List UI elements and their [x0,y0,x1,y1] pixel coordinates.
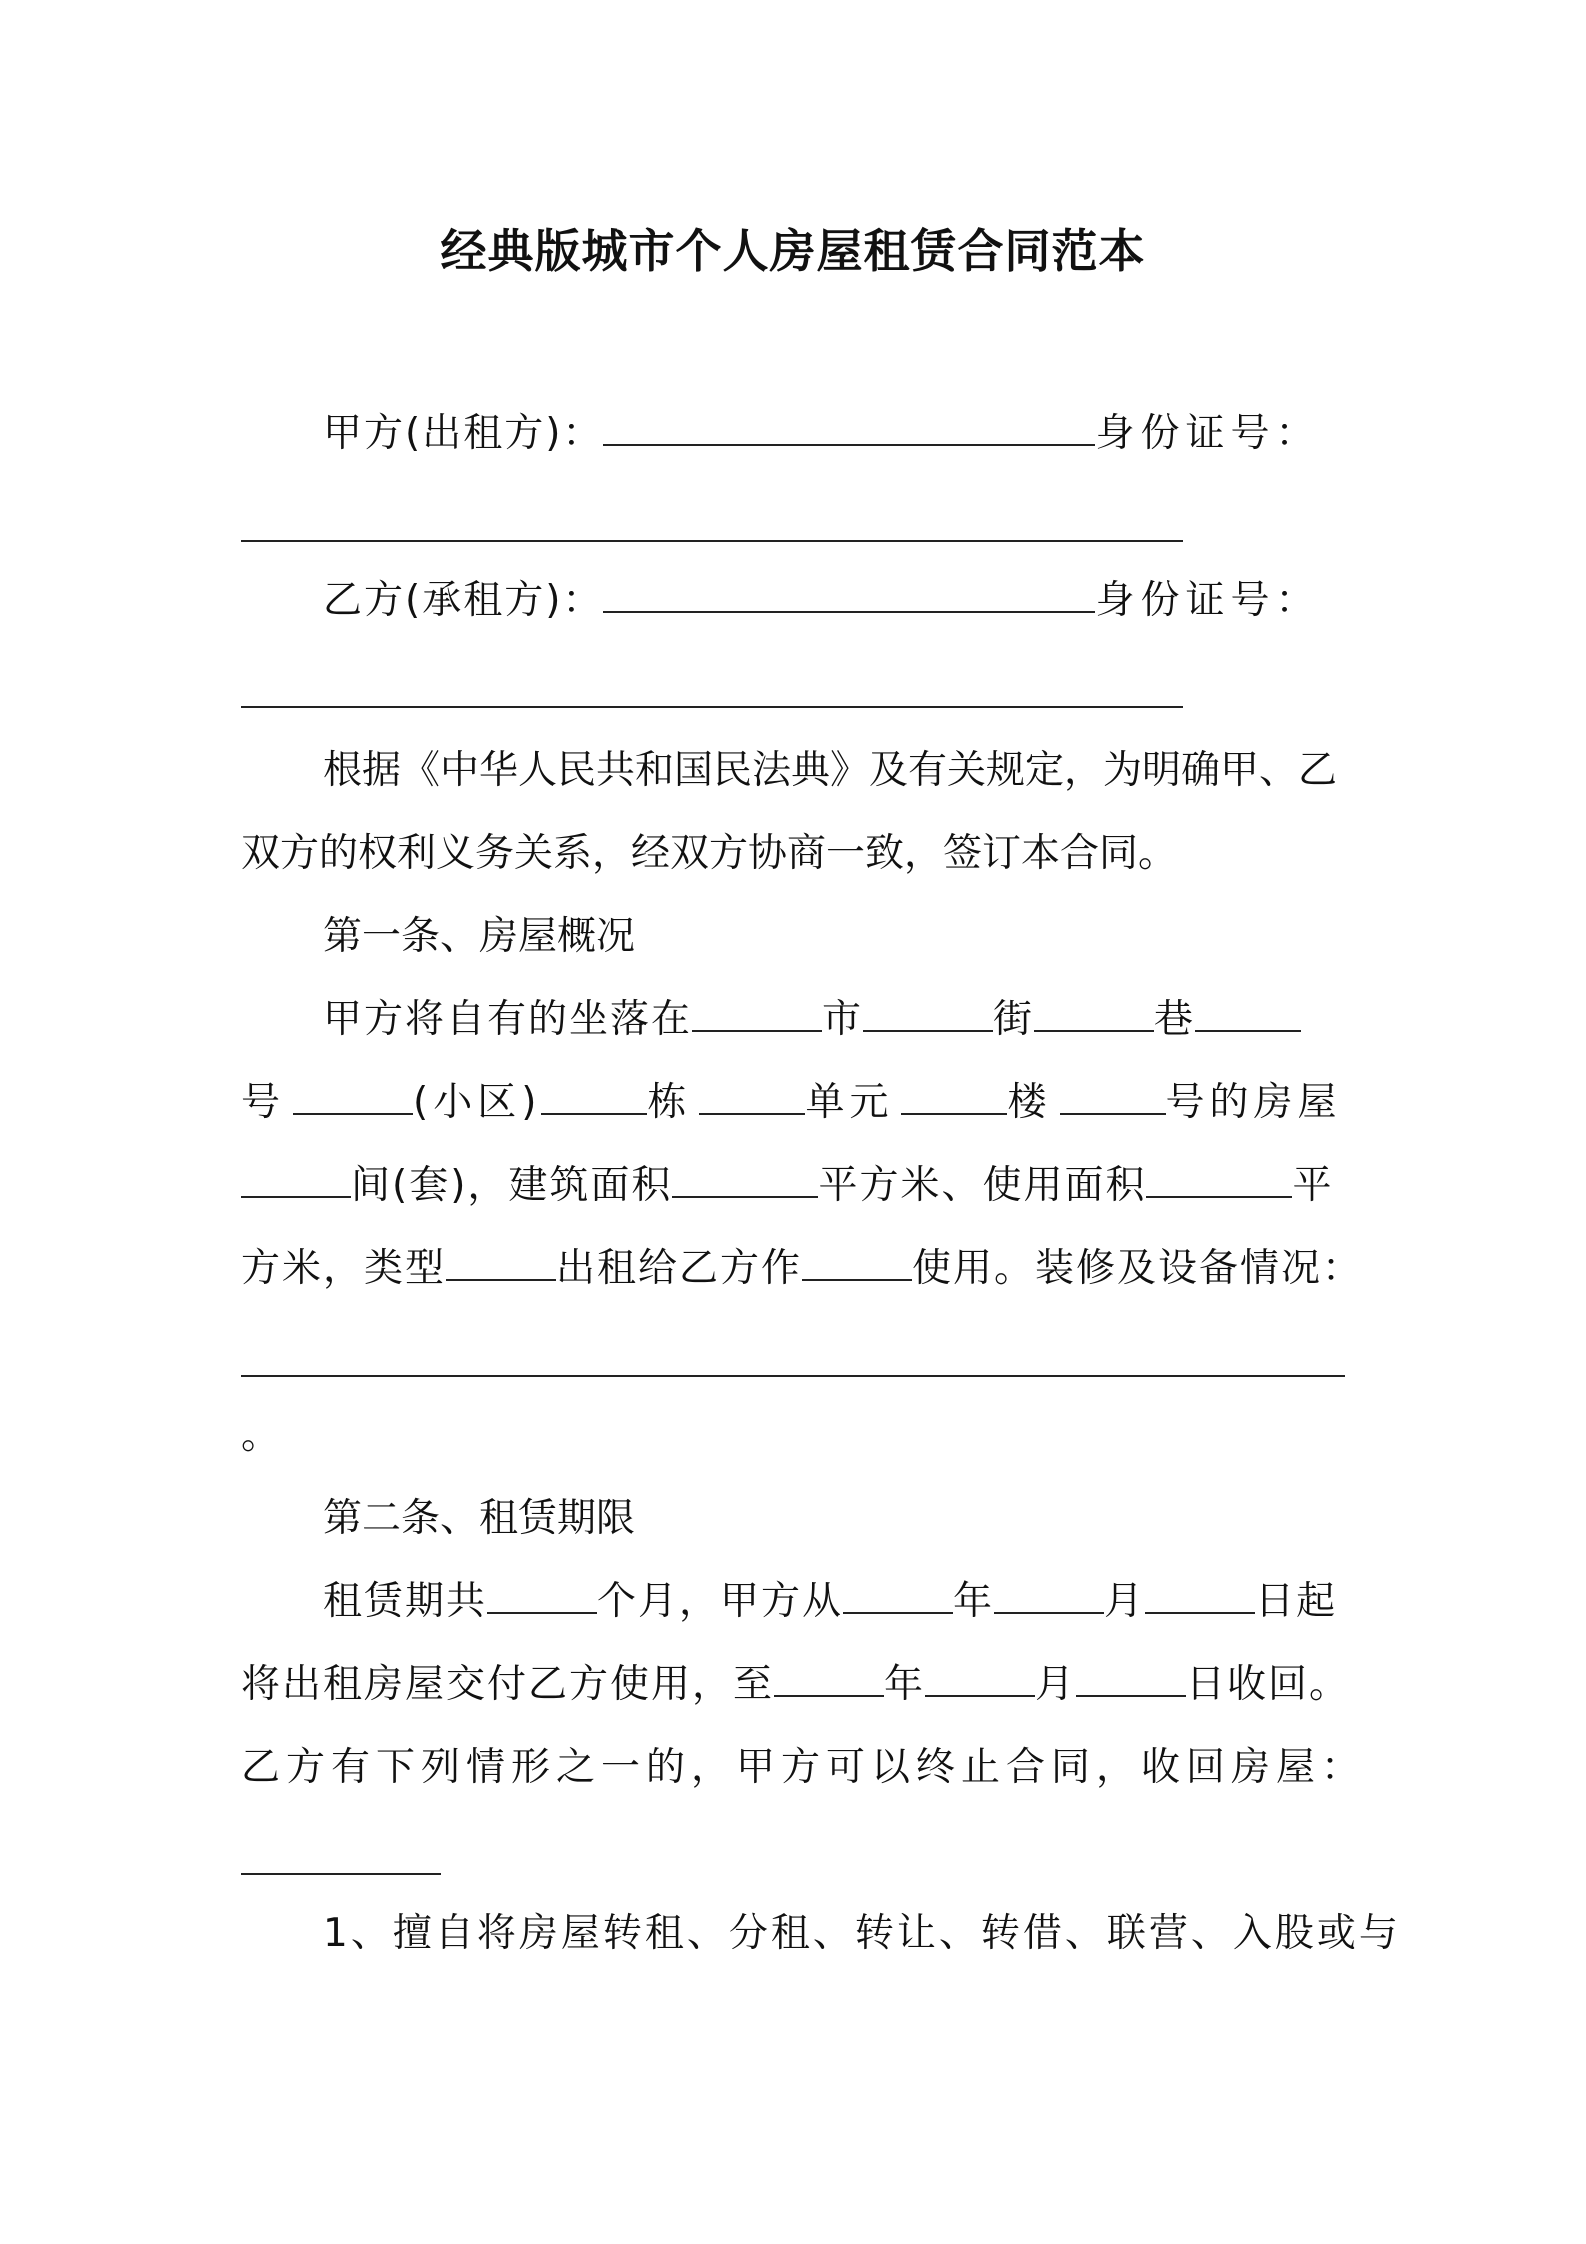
unit-blank [699,1081,805,1115]
article-1-line-1 [323,996,1301,1044]
end-year-blank [774,1663,884,1697]
party-b-id-label: 身份证号： [1095,578,1321,623]
number-blank [1195,998,1301,1032]
text-segment: 市 [822,997,864,1042]
room-count-blank [241,1164,351,1198]
months-blank [487,1580,597,1614]
article-1-heading: 第一条、房屋概况 [323,914,636,959]
party-a-label: 甲方(出租方)： [323,411,604,456]
text-segment: 使用。装修及设备情况： [912,1246,1364,1291]
text-segment: 将出租房屋交付乙方使用，至 [241,1662,775,1707]
end-month-blank [925,1663,1035,1697]
text-segment: 日收回。 [1186,1662,1351,1707]
floor-blank [901,1081,1007,1115]
document-title: 经典版城市个人房屋租赁合同范本 [440,224,1146,278]
community-blank [293,1081,413,1115]
text-segment: 年 [884,1662,926,1707]
party-a-id-blank [241,540,1183,542]
text-segment: 出租给乙方作 [556,1246,803,1291]
usable-area-blank [1146,1164,1292,1198]
city-blank [692,998,822,1032]
end-day-blank [1076,1663,1186,1697]
start-month-blank [994,1580,1104,1614]
text-segment: 年 [953,1579,995,1624]
article-1-line-4 [241,1245,1363,1293]
text-segment: (小区) [413,1080,542,1125]
article-1-line-3 [241,1162,1333,1210]
text-segment: 巷 [1154,997,1196,1042]
article-2-line-1 [323,1578,1337,1626]
party-b-line [323,577,1320,625]
article-2-line-3: 乙方有下列情形之一的，甲方可以终止合同，收回房屋： [241,1745,1367,1790]
text-segment: 间(套)，建筑面积 [351,1163,673,1208]
start-day-blank [1145,1580,1255,1614]
text-segment: 单元 [805,1080,894,1125]
text-segment: 楼 [1007,1080,1052,1125]
decoration-blank [241,1375,1345,1377]
text-segment: 个月，甲方从 [597,1579,844,1624]
preamble-line-1: 根据《中华人民共和国民法典》及有关规定，为明确甲、乙 [323,748,1338,793]
text-segment: 平方米、使用面积 [818,1163,1147,1208]
start-year-blank [843,1580,953,1614]
street-blank [863,998,993,1032]
party-a-name-blank [603,412,1095,446]
text-segment: 甲方将自有的坐落在 [323,997,693,1042]
terminate-conditions-blank [241,1873,441,1875]
preamble-line-2: 双方的权利义务关系，经双方协商一致，签订本合同。 [241,831,1178,876]
text-segment: 栋 [647,1080,692,1125]
article-2-item-1: 1、擅自将房屋转租、分租、转让、转借、联营、入股或与 [323,1911,1401,1956]
article-2-line-2 [241,1661,1350,1709]
party-b-id-blank [241,706,1183,708]
text-segment: 平 [1292,1163,1334,1208]
text-segment: 号 [241,1080,286,1125]
lane-blank [1034,998,1154,1032]
room-blank [1060,1081,1166,1115]
building-area-blank [672,1164,818,1198]
decoration-end-mark: 。 [241,1413,281,1458]
building-blank [541,1081,647,1115]
article-2-heading: 第二条、租赁期限 [323,1496,636,1541]
usage-blank [802,1247,912,1281]
party-b-name-blank [603,579,1095,613]
text-segment: 方米，类型 [241,1246,447,1291]
text-segment: 租赁期共 [323,1579,488,1624]
type-blank [446,1247,556,1281]
party-b-label: 乙方(承租方)： [323,578,604,623]
text-segment: 街 [993,997,1035,1042]
text-segment: 月 [1104,1579,1146,1624]
text-segment: 号的房屋 [1165,1080,1342,1125]
text-segment: 月 [1035,1662,1077,1707]
party-a-id-label: 身份证号： [1095,411,1321,456]
text-segment: 日起 [1255,1579,1338,1624]
party-a-line [323,410,1320,458]
article-1-line-2 [241,1079,1342,1127]
